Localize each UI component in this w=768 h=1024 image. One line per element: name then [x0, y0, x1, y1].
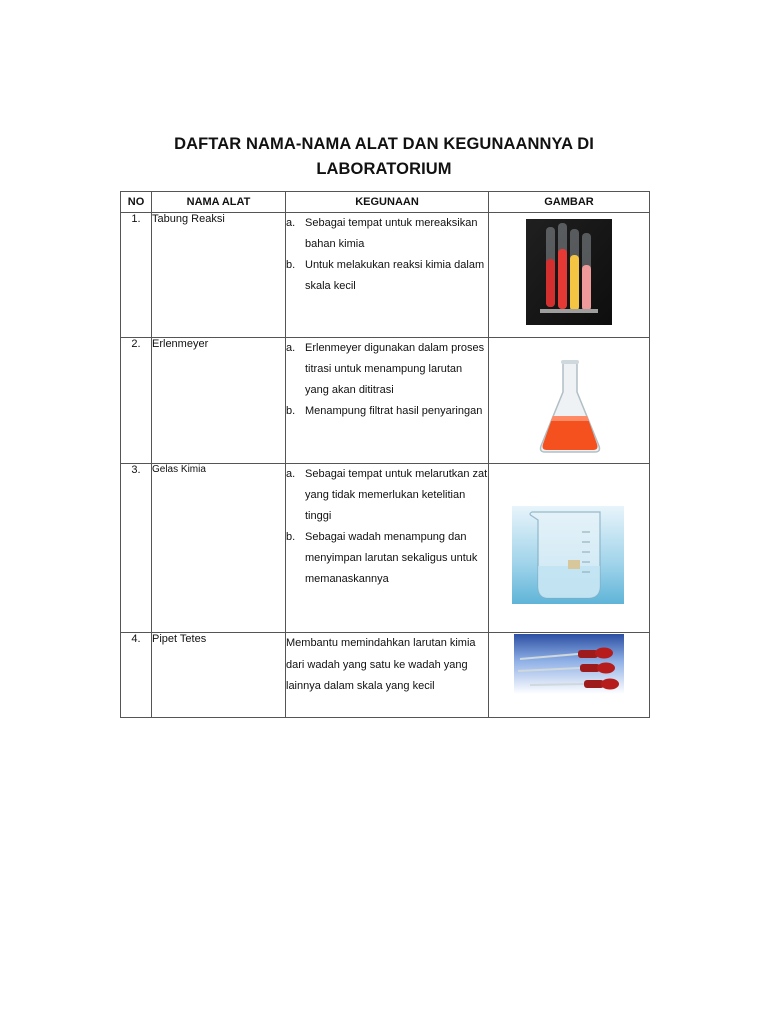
use-text: Untuk melakukan reaksi kimia dalam skala kecil	[305, 259, 485, 292]
header-use: KEGUNAAN	[286, 192, 489, 213]
use-item	[286, 255, 488, 297]
equipment-picture-cell	[489, 464, 650, 633]
header-no: NO	[121, 192, 152, 213]
use-marker: b.	[286, 259, 296, 271]
erlenmeyer-flask-photo	[537, 358, 603, 456]
use-text: Menampung filtrat hasil penyaringan	[305, 405, 483, 417]
header-name: NAMA ALAT	[152, 192, 286, 213]
equipment-picture-cell	[489, 213, 650, 338]
test-tubes-photo	[526, 219, 612, 325]
use-marker: b.	[286, 405, 296, 417]
equipment-name: Gelas Kimia	[152, 464, 286, 633]
equipment-table	[120, 191, 650, 718]
table-row	[121, 213, 650, 338]
use-item	[286, 464, 488, 527]
use-item	[286, 213, 488, 255]
header-picture: GAMBAR	[489, 192, 650, 213]
row-number: 4.	[121, 633, 152, 718]
beaker-photo	[512, 506, 624, 604]
equipment-uses	[286, 338, 489, 464]
title-line-1: DAFTAR NAMA-NAMA ALAT DAN KEGUNAANNYA DI	[174, 135, 594, 153]
use-marker: b.	[286, 531, 296, 543]
equipment-name: Erlenmeyer	[152, 338, 286, 464]
row-number: 1.	[121, 213, 152, 338]
use-item	[286, 338, 488, 401]
table-row	[121, 338, 650, 464]
use-text: Sebagai wadah menampung dan menyimpan larutan sekaligus untuk memanaskannya	[305, 531, 478, 585]
document-title	[120, 132, 648, 182]
equipment-picture-cell	[489, 633, 650, 718]
equipment-uses	[286, 633, 489, 718]
equipment-uses	[286, 213, 489, 338]
dropper-pipettes-photo	[514, 634, 624, 694]
equipment-uses	[286, 464, 489, 633]
use-item	[286, 527, 488, 590]
use-text: Erlenmeyer digunakan dalam proses titrasi untuk menampung larutan yang akan dititrasi	[305, 342, 485, 396]
equipment-picture-cell	[489, 338, 650, 464]
table-row	[121, 633, 650, 718]
row-number: 2.	[121, 338, 152, 464]
equipment-name: Tabung Reaksi	[152, 213, 286, 338]
equipment-name: Pipet Tetes	[152, 633, 286, 718]
table-header-row	[121, 192, 650, 213]
use-text: Membantu memindahkan larutan kimia dari wadah yang satu ke wadah yang lainnya dalam skala yang kecil	[286, 637, 476, 692]
table-row	[121, 464, 650, 633]
use-text: Sebagai tempat untuk mereaksikan bahan kimia	[305, 217, 478, 250]
use-text: Sebagai tempat untuk melarutkan zat yang tidak memerlukan ketelitian tinggi	[305, 468, 488, 522]
use-marker: a.	[286, 217, 296, 229]
title-line-2: LABORATORIUM	[316, 160, 452, 178]
use-marker: a.	[286, 342, 296, 354]
use-marker: a.	[286, 468, 296, 480]
row-number: 3.	[121, 464, 152, 633]
use-item	[286, 401, 488, 422]
